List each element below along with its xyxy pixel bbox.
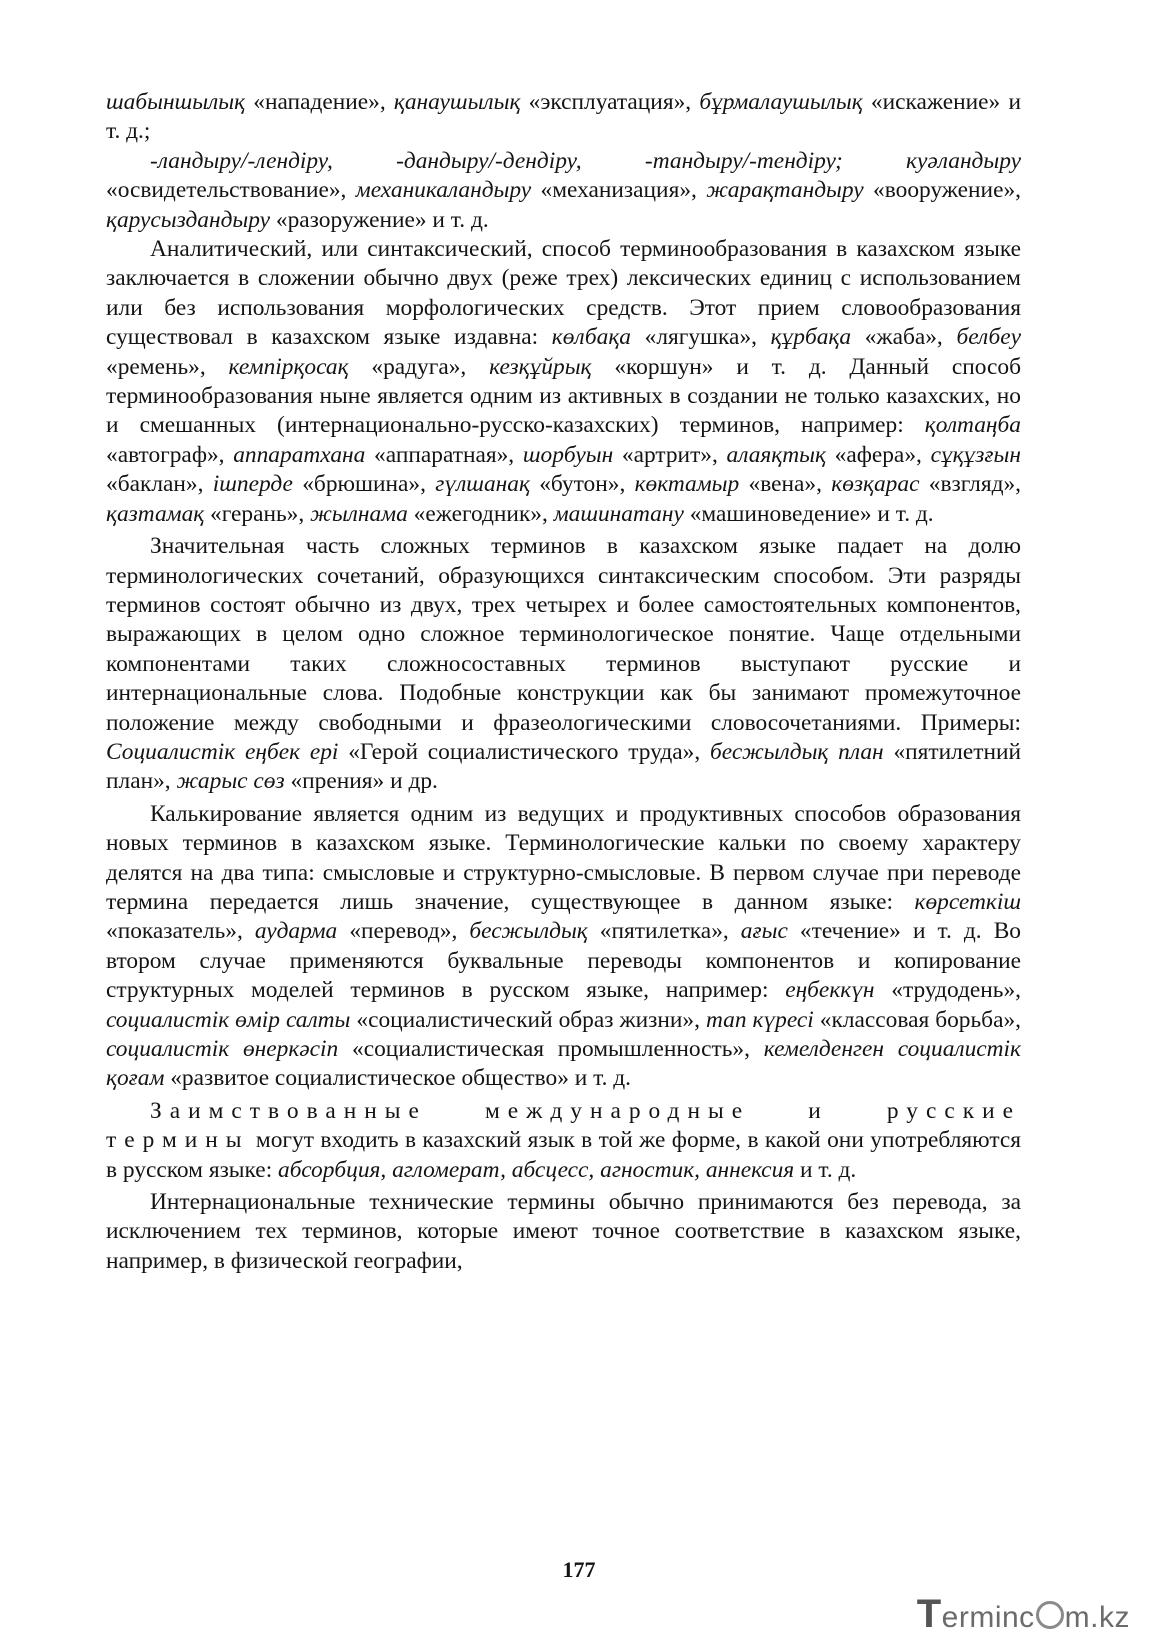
watermark-ring-icon: [1036, 1601, 1064, 1629]
paragraph: [106, 235, 1021, 529]
text-run: «трудодень»,: [874, 977, 1021, 1004]
text-run: «механизация»,: [531, 177, 707, 204]
text-run: «радуга»,: [348, 353, 490, 380]
italic-term: қазтамақ: [106, 500, 205, 527]
italic-term: көктамыр: [634, 471, 740, 498]
italic-term: белбеу: [956, 324, 1022, 351]
text-run: «течение» и т. д. Во втором случае применяются буквальные переводы компонентов и копирование структурных моделей терминов в русском языке, например:: [106, 918, 1021, 1004]
text-run: «социалистическая промышленность»,: [338, 1036, 764, 1062]
text-run: Значительная часть сложных терминов в казахском языке падает на долю терминологических сочетаний, образующихся синтаксическим способом. Эти разряды терминов состоят обычно из двух, трех четырех и более самостоятельных компонентов, выражающих в целом одно сложное терминологическое понятие. Чаще отдельными компонентами таких сложносоставных терминов выступают русские и интернациональные слова. Подобные конструкции как бы занимают промежуточное положение между свободными и фразеологическими словосочетаниями. Примеры:: [106, 533, 1021, 736]
italic-term: бесжылдық план: [710, 738, 884, 765]
text-run: «прения» и др.: [284, 768, 438, 795]
spaced-emphasis: Заимствованные международные и русские термины: [106, 1097, 1021, 1154]
text-run: «перевод»,: [337, 918, 470, 945]
text-run: «классовая борьба»,: [813, 1006, 1021, 1033]
text-run: «развитое социалистическое общество» и т. д.: [164, 1065, 632, 1092]
italic-term: еңбеккүн: [785, 977, 875, 1004]
text-run: «баклан»,: [106, 471, 213, 498]
text-run: «пятилетка»,: [587, 918, 741, 945]
text-run: «брюшина»,: [292, 471, 436, 498]
italic-term: тап күресі: [705, 1006, 814, 1033]
text-run: «бутон»,: [529, 471, 635, 498]
text-run: «ремень»,: [106, 353, 229, 380]
italic-term: социалистік өнеркәсіп: [106, 1036, 339, 1062]
italic-term: кезқұйрық: [489, 353, 592, 380]
italic-term: қарусыздандыру: [106, 206, 271, 233]
text-run: «Герой социалистического труда»,: [338, 738, 711, 765]
italic-term: абсорбция, агломерат, абсцесс, агностик, аннексия: [278, 1156, 795, 1183]
italic-term: қолтаңба: [924, 412, 1021, 439]
italic-term: жарақтандыру: [706, 177, 864, 204]
italic-term: шорбуын: [522, 441, 614, 468]
italic-term: жарыс сөз: [176, 768, 285, 795]
italic-term: жылнама: [310, 500, 408, 527]
text-run: «нападение»,: [245, 89, 394, 115]
italic-term: көрсеткіш: [914, 888, 1021, 915]
italic-term: -ландыру/-лендіру, -дандыру/-дендіру, -тандыру/-тендіру; куәландыру: [150, 147, 1021, 174]
text-run: «герань»,: [204, 500, 311, 527]
text-run: «машиноведение» и т. д.: [683, 500, 934, 527]
text-run: Калькирование является одним из ведущих и продуктивных способов образования новых терминов в казахском языке. Терминологические кальки по своему характеру делятся на два типа: смысловые и структурно-смысловые. В первом случае при переводе термина передается лишь значение, существующее в данном языке:: [106, 800, 1021, 915]
italic-term: қанаушылық: [393, 89, 521, 115]
text-run: «лягушка»,: [630, 324, 771, 351]
italic-term: ішперде: [212, 471, 293, 498]
watermark-logo: [917, 1592, 1130, 1637]
paragraph: [106, 1097, 1021, 1185]
italic-term: гүлшанақ: [435, 471, 530, 498]
italic-term: механикаландыру: [355, 177, 532, 204]
italic-term: бұрмалаушылық: [699, 89, 863, 115]
text-run: «пятилетний план»,: [106, 738, 1022, 795]
italic-term: құрбақа: [770, 324, 852, 351]
text-run: «автограф»,: [106, 441, 234, 468]
text-run: могут входить в казахский язык в той же форме, в какой они употребляются в русском языке:: [106, 1127, 1021, 1183]
paragraph: [106, 800, 1021, 1094]
italic-term: Социалистік еңбек ері: [106, 738, 339, 765]
italic-term: аударма: [254, 918, 338, 945]
text-run: «вооружение»,: [863, 177, 1021, 204]
italic-term: ағыс: [740, 918, 788, 945]
italic-term: бесжылдық: [469, 918, 588, 945]
italic-term: кемпірқосақ: [228, 353, 349, 380]
text-run: Аналитический, или синтаксический, способ терминообразования в казахском языке заключается в сложении обычно двух (реже трех) лексических единиц с использованием или без использования морфологических средств. Этот прием словообразования существовал в казахском языке издавна:: [106, 236, 1021, 351]
italic-term: көлбақа: [551, 324, 631, 351]
italic-term: кемелденген социалистік қоғам: [106, 1036, 1022, 1092]
text-run: «аппаратная»,: [365, 441, 523, 468]
paragraph: [106, 532, 1021, 797]
italic-term: социалистік өмір салты: [106, 1006, 351, 1033]
watermark-end: m.kz: [1064, 1601, 1130, 1634]
paragraph: [106, 147, 1021, 235]
italic-term: машинатану: [553, 500, 684, 527]
text-run: «ежегодник»,: [407, 500, 554, 527]
text-run: «афера»,: [825, 441, 931, 468]
page-number: 177: [562, 1557, 596, 1582]
italic-term: аппаратхана: [233, 441, 366, 468]
text-run: «жаба»,: [851, 324, 957, 351]
italic-term: сұқұзғын: [930, 441, 1021, 468]
text-run: «коршун» и т. д. Данный способ терминообразования ныне является одним из активных в создании не только казахских, но и смешанных (интернационально-русско-казахских) терминов, например:: [106, 353, 1021, 439]
paragraph: [106, 1188, 1021, 1276]
text-run: «искажение» и т. д.;: [106, 89, 1021, 145]
italic-term: алаяқтық: [726, 441, 826, 468]
page-body: [106, 88, 1021, 1276]
text-run: «разоружение» и т. д.: [270, 206, 489, 233]
paragraph: [106, 88, 1021, 147]
watermark-middle: erminc: [941, 1601, 1035, 1634]
text-run: «эксплуатация»,: [520, 89, 700, 115]
watermark-initial: T: [916, 1592, 942, 1636]
text-run: «освидетельствование»,: [106, 177, 356, 204]
text-run: и т. д.: [794, 1156, 857, 1183]
text-run: Интернациональные технические термины обычно принимаются без перевода, за исключением тех терминов, которые имеют точное соответствие в казахском языке, например, в физической географии,: [106, 1189, 1021, 1274]
text-run: «вена»,: [739, 471, 832, 498]
italic-term: шабыншылық: [106, 89, 246, 115]
italic-term: көзқарас: [831, 471, 920, 498]
text-run: «социалистический образ жизни»,: [350, 1006, 706, 1033]
text-run: «показатель»,: [106, 918, 255, 945]
text-run: «артрит»,: [613, 441, 727, 468]
text-run: «взгляд»,: [919, 471, 1022, 498]
